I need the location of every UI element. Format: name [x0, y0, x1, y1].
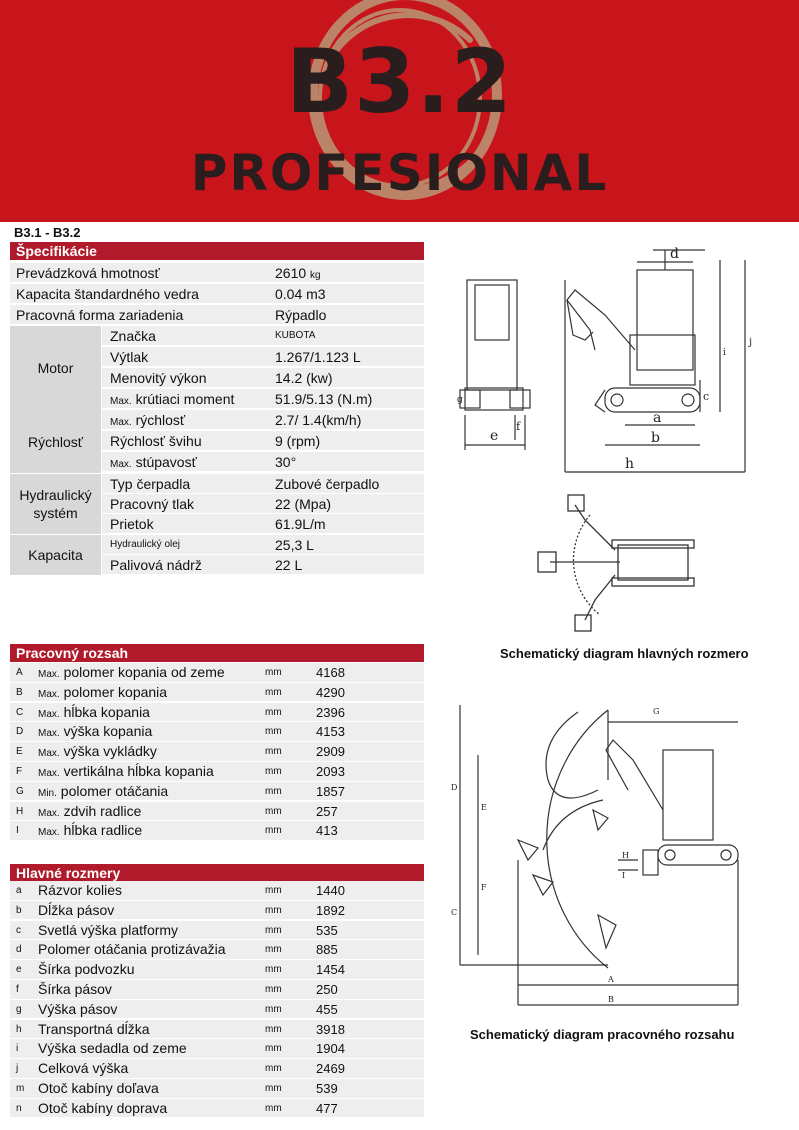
row-label: Max. výška kopania	[38, 723, 153, 740]
table-row	[10, 1039, 424, 1059]
row-label: Max. polomer kopania	[38, 683, 168, 700]
row-code: n	[16, 1102, 22, 1114]
row-label: Dĺžka pásov	[38, 901, 115, 918]
row-code: D	[16, 726, 24, 738]
range-label: H	[622, 851, 629, 860]
spec-row	[102, 326, 424, 346]
spec-row	[102, 494, 424, 514]
main-dimensions-title: Hlavné rozmery	[10, 864, 424, 882]
dim-label: c	[703, 390, 710, 403]
spec-row	[102, 389, 424, 409]
spec-value: 51.9/5.13 (N.m)	[275, 391, 373, 407]
swing-diagram	[530, 490, 700, 640]
table-row	[10, 782, 424, 802]
spec-label: Max. krútiaci moment	[110, 391, 235, 407]
row-unit: mm	[265, 726, 282, 738]
main-dimensions-diagram	[455, 240, 795, 480]
spec-value: 22 L	[275, 557, 303, 573]
dim-label: b	[651, 430, 660, 446]
table-row	[10, 742, 424, 762]
row-code: j	[16, 1063, 19, 1075]
range-label: I	[622, 871, 626, 880]
row-value: 4168	[316, 665, 345, 680]
spec-value: 0.04 m3	[275, 286, 326, 302]
row-code: B	[16, 686, 23, 698]
row-label: Max. výška vykládky	[38, 743, 157, 760]
spec-value: 22 (Mpa)	[275, 496, 332, 512]
row-unit: mm	[265, 785, 282, 797]
table-row	[10, 1059, 424, 1079]
row-label: Výška sedadla od zeme	[38, 1040, 187, 1057]
spec-label: Rýchlosť švihu	[110, 433, 202, 449]
range-label: A	[608, 975, 614, 984]
dim-label: j	[749, 337, 753, 348]
row-value: 257	[316, 803, 338, 819]
table-row	[10, 921, 424, 941]
row-label: Polomer otáčania protizávažia	[38, 941, 226, 958]
model-title: B3.2	[286, 30, 513, 133]
range-label: C	[451, 908, 458, 917]
table-row	[10, 901, 424, 921]
row-unit: mm	[265, 1043, 282, 1055]
spec-row	[10, 284, 424, 304]
row-unit: mm	[265, 746, 282, 758]
spec-label: Výtlak	[110, 349, 149, 365]
row-code: e	[16, 964, 22, 976]
spec-value: 30°	[275, 454, 297, 470]
row-code: g	[16, 1003, 22, 1015]
range-label: D	[451, 783, 458, 792]
row-unit: mm	[265, 904, 282, 916]
row-label: Svetlá výška platformy	[38, 921, 179, 938]
row-label: Max. polomer kopania od zeme	[38, 664, 225, 680]
spec-value: 1.267/1.123 L	[275, 349, 361, 365]
row-code: H	[16, 805, 24, 817]
diagram-caption-range: Schematický diagram pracovného rozsahu	[470, 1027, 735, 1042]
row-label: Výška pásov	[38, 1000, 118, 1017]
spec-label: Typ čerpadla	[110, 476, 191, 492]
dim-label: g	[457, 395, 463, 405]
spec-label: Max. rýchlosť	[110, 412, 186, 428]
row-unit: mm	[265, 964, 282, 976]
row-value: 2469	[316, 1061, 345, 1077]
spec-label: Pracovná forma zariadenia	[16, 307, 184, 323]
dim-label: e	[490, 428, 499, 444]
edition-title: PROFESIONAL	[190, 144, 609, 202]
spec-label: Menovitý výkon	[110, 370, 207, 386]
row-unit: mm	[265, 1023, 282, 1035]
dim-label: h	[625, 456, 635, 472]
table-row	[10, 722, 424, 742]
spec-row	[102, 431, 424, 451]
row-code: f	[16, 984, 19, 995]
row-label: Otoč kabíny doľava	[38, 1080, 159, 1096]
spec-value: Zubové čerpadlo	[275, 476, 380, 492]
spec-row	[102, 514, 424, 534]
row-value: 455	[316, 1001, 338, 1017]
row-value: 1892	[316, 902, 345, 918]
row-code: d	[16, 944, 22, 956]
table-row	[10, 821, 424, 841]
spec-row	[102, 452, 424, 472]
table-row	[10, 1020, 424, 1040]
row-unit: mm	[265, 984, 282, 995]
spec-label: Max. stúpavosť	[110, 454, 197, 470]
dim-label: f	[516, 420, 521, 433]
spec-label: Prevádzková hmotnosť	[16, 265, 160, 281]
row-unit: mm	[265, 825, 282, 837]
table-row	[10, 762, 424, 782]
row-value: 4153	[316, 724, 345, 740]
row-code: E	[16, 746, 23, 758]
spec-value: 9 (rpm)	[275, 433, 321, 449]
model-range: B3.1 - B3.2	[14, 225, 81, 240]
row-value: 2396	[316, 704, 345, 720]
row-label: Celková výška	[38, 1060, 129, 1077]
row-unit: mm	[265, 1063, 282, 1075]
spec-row	[102, 368, 424, 388]
range-label: F	[481, 883, 487, 892]
row-value: 413	[316, 823, 338, 839]
row-code: A	[16, 667, 23, 678]
table-row	[10, 980, 424, 1000]
row-value: 1857	[316, 783, 345, 799]
spec-row	[102, 535, 424, 555]
spec-row	[10, 263, 424, 283]
spec-value: KUBOTA	[275, 330, 316, 341]
row-value: 539	[316, 1081, 338, 1096]
table-row	[10, 881, 424, 901]
row-unit: mm	[265, 805, 282, 817]
spec-label: Hydraulický olej	[110, 539, 181, 550]
row-code: C	[16, 706, 24, 718]
row-label: Max. zdvih radlice	[38, 802, 142, 819]
table-row	[10, 802, 424, 822]
header-banner	[0, 0, 799, 222]
spec-value: Rýpadlo	[275, 307, 327, 323]
row-label: Max. hĺbka kopania	[38, 703, 150, 720]
row-unit: mm	[265, 686, 282, 698]
row-value: 250	[316, 982, 338, 997]
row-value: 477	[316, 1100, 338, 1116]
row-unit: mm	[265, 667, 282, 678]
row-label: Rázvor kolies	[38, 882, 123, 898]
row-code: F	[16, 766, 23, 777]
diagram-caption-main: Schematický diagram hlavných rozmero	[500, 646, 749, 661]
dim-label: d	[670, 246, 679, 262]
row-value: 2093	[316, 764, 345, 779]
row-code: h	[16, 1023, 22, 1035]
specs-title: Špecifikácie	[10, 242, 424, 260]
spec-label: Pracovný tlak	[110, 496, 195, 512]
row-label: Min. polomer otáčania	[38, 782, 169, 799]
row-unit: mm	[265, 766, 282, 777]
row-value: 1440	[316, 883, 345, 898]
row-value: 4290	[316, 684, 345, 700]
row-unit: mm	[265, 944, 282, 956]
row-value: 2909	[316, 744, 345, 760]
row-code: c	[16, 924, 21, 936]
row-code: m	[16, 1083, 25, 1094]
spec-row	[102, 347, 424, 367]
row-unit: mm	[265, 885, 282, 896]
spec-value: 25,3 L	[275, 537, 314, 553]
row-unit: mm	[265, 706, 282, 718]
row-label: Transportná dĺžka	[38, 1020, 150, 1037]
table-row	[10, 1099, 424, 1119]
spec-value: 14.2 (kw)	[275, 370, 333, 386]
group-label-hydraulic: Hydraulický systém	[10, 474, 102, 534]
spec-label: Palivová nádrž	[110, 557, 202, 573]
group-label-motor: Motor	[10, 326, 102, 410]
dim-label: i	[723, 348, 726, 358]
group-label-capacity: Kapacita	[10, 535, 102, 575]
table-row	[10, 1000, 424, 1020]
row-label: Otoč kabíny doprava	[38, 1099, 168, 1116]
dim-label: a	[653, 410, 662, 426]
range-label: G	[653, 707, 660, 716]
row-label: Max. vertikálna hĺbka kopania	[38, 763, 214, 779]
table-row	[10, 1079, 424, 1099]
row-code: b	[16, 904, 22, 916]
row-unit: mm	[265, 1083, 282, 1094]
table-row	[10, 703, 424, 723]
row-code: i	[16, 1043, 19, 1055]
spec-row	[10, 305, 424, 325]
row-unit: mm	[265, 1003, 282, 1015]
row-unit: mm	[265, 924, 282, 936]
row-value: 1454	[316, 962, 345, 978]
range-label: B	[608, 995, 614, 1004]
table-row	[10, 683, 424, 703]
table-row	[10, 940, 424, 960]
spec-row	[102, 555, 424, 575]
row-code: I	[16, 825, 19, 837]
row-unit: mm	[265, 1102, 282, 1114]
spec-value: 2.7/ 1.4(km/h)	[275, 412, 362, 428]
row-value: 535	[316, 922, 338, 938]
spec-label: Prietok	[110, 516, 154, 532]
range-label: E	[481, 803, 487, 812]
row-value: 885	[316, 942, 338, 958]
spec-label: Značka	[110, 328, 156, 344]
row-code: G	[16, 785, 24, 797]
spec-value: 2610 kg	[275, 265, 321, 281]
working-range-title: Pracovný rozsah	[10, 644, 424, 662]
row-value: 1904	[316, 1041, 345, 1057]
table-row	[10, 663, 424, 683]
spec-row	[102, 474, 424, 494]
row-label: Šírka podvozku	[38, 961, 135, 978]
spec-label: Kapacita štandardného vedra	[16, 286, 199, 302]
working-range-diagram	[448, 700, 748, 1010]
row-value: 3918	[316, 1021, 345, 1037]
table-row	[10, 960, 424, 980]
group-label-speed: Rýchlosť	[10, 410, 102, 473]
spec-value: 61.9L/m	[275, 516, 326, 532]
row-label: Šírka pásov	[38, 981, 112, 997]
row-label: Max. hĺbka radlice	[38, 822, 143, 839]
row-code: a	[16, 885, 22, 896]
spec-row	[102, 410, 424, 430]
